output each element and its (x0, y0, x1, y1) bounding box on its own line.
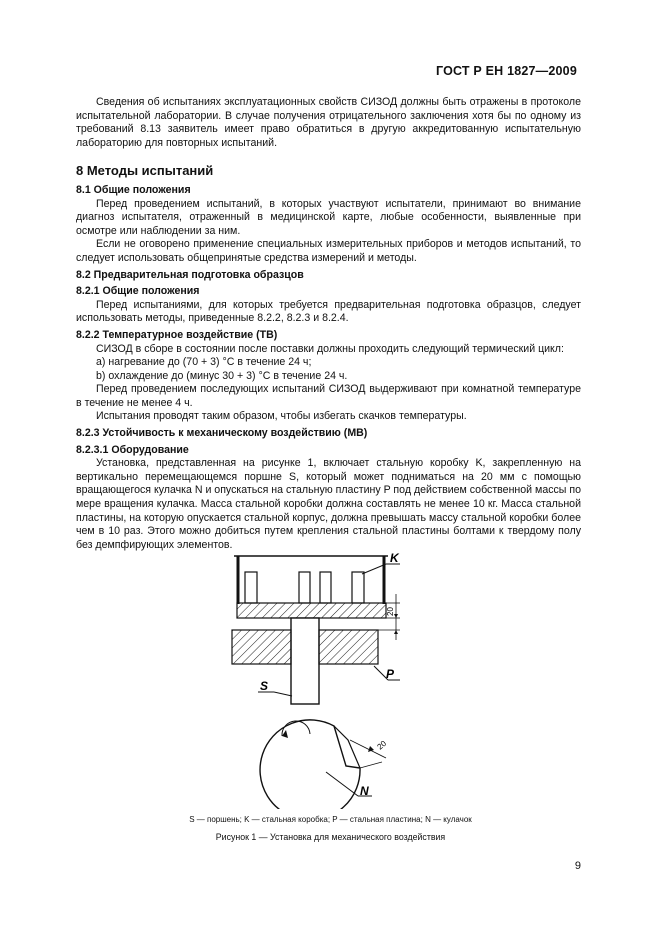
figure-legend: S — поршень; K — стальная коробка; P — стальная пластина; N — кулачок (189, 815, 472, 824)
page-number: 9 (574, 860, 581, 872)
section-8-2-title: 8.2 Предварительная подготовка образцов (76, 268, 304, 281)
section-8-2-1-title: 8.2.1 Общие положения (76, 285, 200, 298)
label-k: K (390, 551, 399, 565)
figure-caption: Рисунок 1 — Установка для механического воздействия (215, 832, 446, 842)
section-8-1-paragraph-2: Если не оговорено применение специальных измерительных приборов и методов испытаний, то следует использовать общепринятые средства измерений и методы. (76, 238, 581, 264)
label-n: N (360, 784, 369, 798)
page-body (76, 96, 581, 552)
section-8-title: 8 Методы испытаний (76, 163, 214, 179)
section-8-2-2-paragraph-1: СИЗОД в сборе в состоянии после поставки должны проходить следующий термический цикл: (96, 342, 564, 355)
section-8-2-3-title: 8.2.3 Устойчивость к механическому воздействию (МВ) (76, 427, 368, 440)
section-8-2-1-paragraph: Перед испытаниями, для которых требуется предварительная подготовка образцов, следует использовать методы, приведенные 8.2.2, 8.2.3 и 8.2.4. (76, 298, 581, 325)
dim-20-b: 20 (375, 738, 389, 752)
mechanical-test-figure (200, 544, 430, 809)
section-8-2-3-1-title: 8.2.3.1 Оборудование (76, 443, 189, 456)
label-p: P (386, 667, 395, 681)
section-8-2-2-item-b: b) охлаждение до (минус 30 + 3) °С в течение 24 ч. (96, 369, 348, 382)
section-8-2-2-paragraph-3: Испытания проводят таким образом, чтобы избегать скачков температуры. (96, 410, 467, 423)
dimension-20-diagonal (350, 739, 389, 768)
section-8-2-3-1-paragraph: Установка, представленная на рисунке 1, включает стальную коробку K, закрепленную на вертикально перемещающемся поршне S, который может подниматься на 20 мм с помощью вращающегося кулачка N и опускаться на стальную пластину P под действием собственной массы по мере вращения кулачка. Масса стальной коробки должна составлять не менее 10 кг. Масса стальной пластины, на которую опускается стальной корпус, должна превышать массу стальной коробки более чем в 10 раз. Этого можно добиться путем крепления стальной пластины болтами к твердому полу без демпфирующих элементов. (76, 457, 581, 551)
dimension-20-vertical (386, 594, 400, 640)
steel-box-k (234, 556, 388, 618)
section-8-2-2-item-a: a) нагревание до (70 + 3) °С в течение 24 ч; (96, 356, 312, 369)
dim-20-a: 20 (386, 607, 395, 616)
cam-n (260, 720, 360, 809)
section-8-1-paragraph-1: Перед проведением испытаний, в которых участвуют испытатели, принимают во внимание диагноз испытателя, отраженный в медицинской карте, любые особенности, выявленные при осмотре или наблюдении за ним. (76, 197, 581, 237)
intro-paragraph: Сведения об испытаниях эксплуатационных свойств СИЗОД должны быть отражены в протоколе испытательной лаборатории. В случае получения отрицательного заключения хотя бы по одному из требований 8.13 заявитель имеет право обратиться в другую аккредитованную испытательную лабораторию для повторных испытаний. (76, 96, 581, 149)
section-8-2-2-title: 8.2.2 Температурное воздействие (ТВ) (76, 328, 278, 341)
document-header: ГОСТ Р ЕН 1827—2009 (435, 64, 577, 78)
label-s: S (260, 679, 269, 693)
piston-s (291, 618, 319, 704)
section-8-1-title: 8.1 Общие положения (76, 183, 191, 196)
section-8-2-2-paragraph-2: Перед проведением последующих испытаний СИЗОД выдерживают при комнатной температуре в течение не менее 4 ч. (76, 383, 581, 409)
